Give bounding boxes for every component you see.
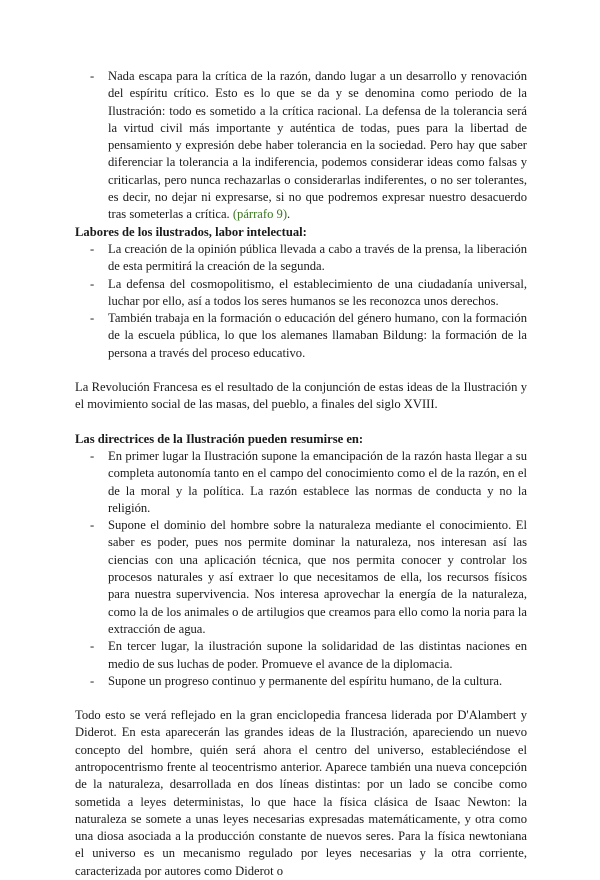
list-item [75,68,527,224]
citation-period: . [287,207,291,222]
list-item-text: Supone el dominio del hombre sobre la naturaleza mediante el conocimiento. El saber es poder, pues nos permite dominar la naturaleza, nos interesan así las ciencias con una aplicación técnica, que nos permita conocer y controlar los procesos naturales y así extraer lo que necesitamos de ella, los recursos físicos para nuestra supervivencia. Nos interesa aprovechar la energía de la naturaleza, como la de los animales o de artilugios que creamos para ello como la noria para la extracción de agua. [108,518,527,636]
list-item-text: También trabaja en la formación o educación del género humano, con la formación de la escuela pública, lo que los alemanes llamaban Bildung: la formación de la persona a través del proceso educativo. [108,311,527,360]
list-item-text: En primer lugar la Ilustración supone la emancipación de la razón hasta llegar a su completa autonomía tanto en el campo del conocimiento como el de la razón, en el de la moral y la política. La razón establece las normas de conducta y no la religión. [108,448,527,515]
dash-bullet: - [90,448,95,463]
revolucion-paragraph: La Revolución Francesa es el resultado de la conjunción de estas ideas de la Ilustración y el movimiento social de las masas, del pueblo, a finales del siglo XVIII. [75,380,527,412]
dash-bullet: - [90,311,95,326]
list-item [75,448,527,517]
labores-list [75,241,527,362]
list-item [75,310,527,362]
document-page [75,68,527,880]
critica-text: Nada escapa para la crítica de la razón, dando lugar a un desarrollo y renovación del espíritu crítico. Esto es lo que se da y se denomina como periodo de la Ilustración: todo es sometido a la crítica racional. La defensa de la tolerancia será la virtud civil más importante y auténtica de todas, pues para la libertad de pensamiento y expresión debe haber tolerancia en la sociedad. Pero hay que saber diferenciar la tolerancia a la indiferencia, podemos considerar ideas como falsas y criticarlas, pero nunca rechazarlas o considerarlas indiferentes, o no ser tolerantes, es decir, no dejar ni expresarse, si no que podremos expresar nuestro desacuerdo tras someterlas a crítica. [108,69,527,222]
list-item [75,517,527,638]
list-item-text: En tercer lugar, la ilustración supone la solidaridad de las distintas naciones en medio de sus luchas de poder. Promueve el avance de la diplomacia. [108,639,527,671]
critica-list [75,68,527,224]
spacer [75,690,527,707]
labores-heading: Labores de los ilustrados, labor intelectual: [75,224,307,239]
directrices-heading: Las directrices de la Ilustración pueden resumirse en: [75,431,364,446]
dash-bullet: - [90,518,95,533]
directrices-list [75,448,527,690]
list-item [75,276,527,311]
list-item-text: Supone un progreso continuo y permanente del espíritu humano, de la cultura. [108,673,503,688]
dash-bullet: - [90,673,95,688]
citation: (párrafo 9) [232,207,288,222]
dash-bullet: - [90,276,95,291]
list-item [75,673,527,690]
list-item [75,241,527,276]
dash-bullet: - [90,69,95,83]
dash-bullet: - [90,241,95,256]
list-item-text: La creación de la opinión pública llevada a cabo a través de la prensa, la liberación de esta permitirá la creación de la segunda. [108,241,527,274]
list-item [75,638,527,673]
dash-bullet: - [90,639,95,654]
spacer [75,362,527,379]
enciclopedia-paragraph: Todo esto se verá reflejado en la gran enciclopedia francesa liderada por D'Alambert y Diderot. En esta aparecerán las grandes ideas de la Ilustración, apareciendo un nuevo concepto del hombre, quién será ahora el centro del universo, estableciéndose el antropocentrismo frente al teocentrismo anterior. Aparece también una nueva concepción de la naturaleza, desarrollada en dos líneas distintas: por un lado se concibe como sometida a leyes deterministas, lo que hace la física clásica de Isaac Newton: la naturaleza se somete a unas leyes necesarias expresadas matemáticamente, y otra como una diosa asociada a la producción constante de nuevos seres. Para la física newtoniana el universo es un mecanismo regulado por leyes necesarias y la otra corriente, caracterizada por autores como Diderot o [75,708,527,878]
spacer [75,414,527,431]
list-item-text: La defensa del cosmopolitismo, el establecimiento de una ciudadanía universal, luchar por ello, así a todos los seres humanos se les reconozca unos derechos. [108,276,527,308]
